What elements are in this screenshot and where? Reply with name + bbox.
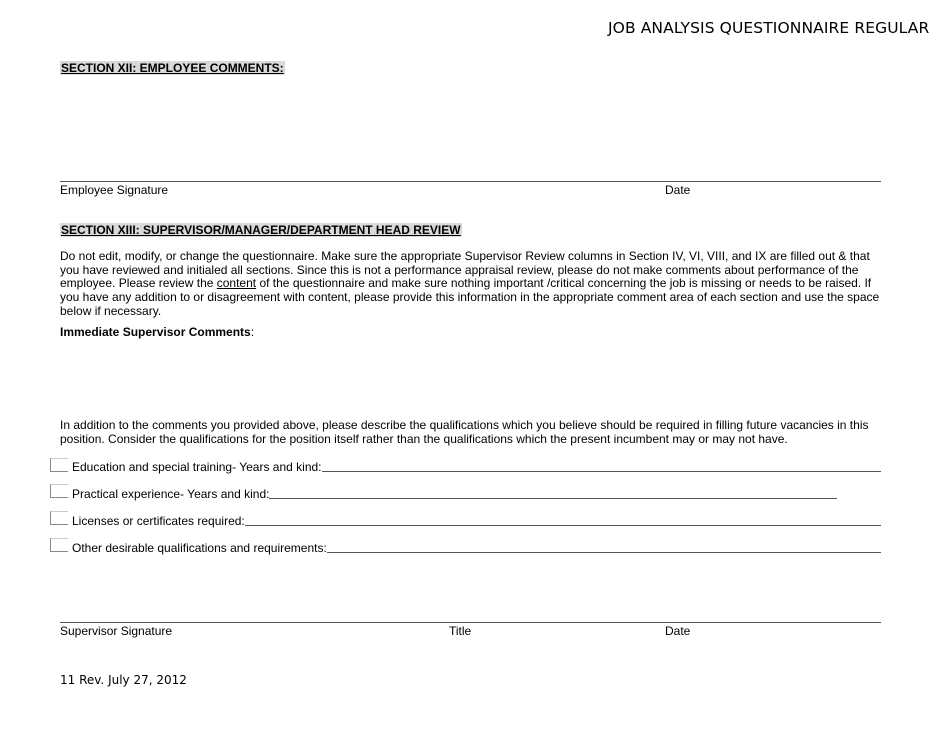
section-13-heading: SECTION XIII: SUPERVISOR/MANAGER/DEPARTMENT HEAD REVIEW	[61, 223, 461, 237]
licenses-label: Licenses or certificates required:	[72, 514, 245, 528]
supervisor-signature-line[interactable]	[60, 622, 881, 623]
revision-footer: 11 Rev. July 27, 2012	[60, 673, 187, 687]
instructions-text-1: Do not edit, modify, or change the questionnaire. Make sure the appropriate Supervisor Review columns in Section IV, VI, VIII, and IX are filled out & that you have reviewed and initialed all sections. Since this is not a performance appraisal review, please do not make comments about performance of the employee. Please review the	[60, 249, 870, 291]
experience-label: Practical experience- Years and kind:	[72, 487, 270, 501]
licenses-checkbox[interactable]	[50, 511, 68, 525]
licenses-row	[72, 514, 881, 528]
supervisor-signature-label: Supervisor Signature	[60, 624, 173, 638]
education-label: Education and special training- Years and kind:	[72, 460, 322, 474]
instructions-text-2: of the questionnaire and make sure nothing important /critical concerning the job is missing or needs to be raised. If you have any addition to or disagreement with content, please provide this information in the appropriate comment area of each section and use the space below if necessary.	[60, 276, 880, 318]
section-12-heading: SECTION XII: EMPLOYEE COMMENTS:	[61, 61, 284, 75]
employee-signature-label: Employee Signature	[60, 183, 169, 197]
education-row	[72, 460, 881, 474]
supervisor-title-label: Title	[449, 624, 472, 638]
other-qualifications-label: Other desirable qualifications and requirements:	[72, 541, 327, 555]
supervisor-date-label: Date	[665, 624, 691, 638]
licenses-input-line[interactable]	[245, 525, 881, 526]
employee-signature-line[interactable]	[60, 181, 881, 182]
other-qualifications-row	[72, 541, 881, 555]
supervisor-comments-heading	[60, 325, 254, 339]
other-qualifications-input-line[interactable]	[327, 552, 881, 553]
experience-checkbox[interactable]	[50, 484, 68, 498]
experience-row	[72, 487, 837, 501]
instructions-content-word: content	[216, 276, 257, 291]
employee-date-label: Date	[665, 183, 691, 197]
qualifications-intro: In addition to the comments you provided above, please describe the qualifications which you believe should be required in filling future vacancies in this position. Consider the qualifications for the position itself rather than the qualifications which the present incumbent may or may not have.	[60, 418, 869, 446]
other-qualifications-checkbox[interactable]	[50, 538, 68, 552]
document-title: JOB ANALYSIS QUESTIONNAIRE REGULAR	[608, 19, 930, 37]
review-instructions	[60, 250, 882, 319]
experience-input-line[interactable]	[269, 498, 837, 499]
education-input-line[interactable]	[322, 471, 881, 472]
supervisor-comments-label: Immediate Supervisor Comments	[60, 325, 251, 339]
supervisor-comments-colon: :	[250, 325, 255, 339]
education-checkbox[interactable]	[50, 458, 68, 472]
